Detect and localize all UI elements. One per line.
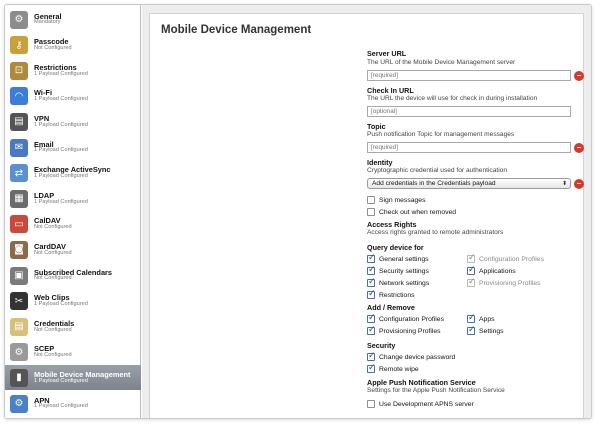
scep-icon: ⚙ xyxy=(10,343,28,361)
sidebar-item-text xyxy=(34,320,74,334)
sidebar-item-label: Web Clips xyxy=(34,293,70,303)
add-apps-label: Apps xyxy=(479,315,495,323)
change-password-label: Change device password xyxy=(379,353,456,361)
add-settings-checkbox[interactable] xyxy=(467,327,504,335)
sidebar-item-status: Not Configured xyxy=(34,224,72,231)
popup-arrows-icon: ⬍ xyxy=(561,180,567,187)
mdm-icon: ▮ xyxy=(10,369,28,387)
topic-desc: Push notification Topic for management messages xyxy=(367,131,515,138)
query-restrictions-label: Restrictions xyxy=(379,291,415,299)
exchange-icon: ⇄ xyxy=(10,164,28,182)
sidebar-item-label: General xyxy=(34,11,62,21)
checkin-url-label: Check In URL xyxy=(367,86,414,95)
query-security-checkbox[interactable] xyxy=(367,267,429,275)
payload-sidebar xyxy=(5,5,141,418)
sidebar-item-ldap[interactable] xyxy=(5,186,141,211)
checkbox-box[interactable] xyxy=(367,267,375,275)
apns-desc: Settings for the Apple Push Notification Service xyxy=(367,387,505,394)
sidebar-item-label: CardDAV xyxy=(34,242,66,252)
checkbox-box[interactable] xyxy=(467,327,475,335)
checkbox-box[interactable] xyxy=(367,255,375,263)
sidebar-item-text xyxy=(34,217,72,231)
sidebar-item-status: 1 Payload Configured xyxy=(34,147,88,154)
sidebar-item-general[interactable] xyxy=(5,7,141,32)
apn-icon: ⚙ xyxy=(10,395,28,413)
sidebar-item-text xyxy=(34,371,131,385)
sidebar-item-apn[interactable] xyxy=(5,391,141,416)
sidebar-item-text xyxy=(34,115,88,129)
sidebar-item-text xyxy=(34,397,88,411)
checkin-url-input[interactable] xyxy=(367,106,571,117)
dev-apns-checkbox[interactable] xyxy=(367,400,474,408)
key-icon: ⚷ xyxy=(10,36,28,54)
window xyxy=(4,4,592,419)
sidebar-item-status: 1 Payload Configured xyxy=(34,403,88,410)
query-general-checkbox[interactable] xyxy=(367,255,429,263)
sidebar-item-label: APN xyxy=(34,395,50,405)
sidebar-item-caldav[interactable] xyxy=(5,212,141,237)
sidebar-item-text xyxy=(34,192,88,206)
sidebar-item-mobile-device-management[interactable] xyxy=(5,365,141,390)
sidebar-item-credentials[interactable] xyxy=(5,314,141,339)
access-rights-desc: Access rights granted to remote administrators xyxy=(367,229,504,236)
checkbox-box[interactable] xyxy=(367,315,375,323)
query-applications-checkbox[interactable] xyxy=(467,267,516,275)
sidebar-item-scep[interactable] xyxy=(5,340,141,365)
sidebar-item-status: 1 Payload Configured xyxy=(34,70,88,77)
sidebar-item-email[interactable] xyxy=(5,135,141,160)
sidebar-item-status: 1 Payload Configured xyxy=(34,96,88,103)
add-remove-label: Add / Remove xyxy=(367,303,415,312)
calendar-icon: ▭ xyxy=(10,215,28,233)
sidebar-item-vpn[interactable] xyxy=(5,109,141,134)
server-url-label: Server URL xyxy=(367,49,407,58)
sidebar-item-status: 1 Payload Configured xyxy=(34,198,88,205)
check-out-label: Check out when removed xyxy=(379,208,457,216)
sidebar-item-status: 1 Payload Configured xyxy=(34,377,88,384)
remote-wipe-checkbox[interactable] xyxy=(367,365,419,373)
page-title: Mobile Device Management xyxy=(161,24,312,36)
scissors-icon: ✂ xyxy=(10,292,28,310)
sidebar-item-text xyxy=(34,294,88,308)
sidebar-item-status: Not Configured xyxy=(34,326,72,333)
sidebar-item-label: Subscribed Calendars xyxy=(34,267,113,277)
sidebar-item-wi-fi[interactable] xyxy=(5,84,141,109)
checkbox-box[interactable] xyxy=(467,255,475,263)
sidebar-item-status: Not Configured xyxy=(34,249,72,256)
sidebar-item-text xyxy=(34,13,62,27)
sidebar-item-carddav[interactable] xyxy=(5,237,141,262)
query-provisioning-profiles-checkbox[interactable] xyxy=(467,279,541,287)
sidebar-item-passcode[interactable] xyxy=(5,33,141,58)
sidebar-item-label: SCEP xyxy=(34,344,55,354)
sidebar-item-text xyxy=(34,243,72,257)
identity-popup[interactable] xyxy=(367,178,571,189)
checkbox-box[interactable] xyxy=(367,353,375,361)
sidebar-item-label: Wi-Fi xyxy=(34,88,52,98)
sidebar-item-text xyxy=(34,141,88,155)
sidebar-item-label: Credentials xyxy=(34,318,75,328)
gear-icon: ⚙ xyxy=(10,11,28,29)
sidebar-item-status: Mandatory xyxy=(34,19,61,26)
query-provisioning-profiles-label: Provisioning Profiles xyxy=(479,279,541,287)
sidebar-item-text xyxy=(34,166,111,180)
dev-apns-label: Use Development APNS server xyxy=(379,400,474,408)
server-url-desc: The URL of the Mobile Device Management server xyxy=(367,59,516,66)
checkbox-box[interactable] xyxy=(467,315,475,323)
sidebar-item-text xyxy=(34,38,72,52)
checkbox-box[interactable] xyxy=(467,279,475,287)
sidebar-item-label: VPN xyxy=(34,114,50,124)
query-label: Query device for xyxy=(367,243,424,252)
add-config-profiles-checkbox[interactable] xyxy=(367,315,444,323)
identity-desc: Cryptographic credential used for authentication xyxy=(367,167,508,174)
checkbox-box[interactable] xyxy=(367,327,375,335)
add-provisioning-profiles-checkbox[interactable] xyxy=(367,327,441,335)
sign-messages-checkbox[interactable] xyxy=(367,196,425,204)
sidebar-item-web-clips[interactable] xyxy=(5,289,141,314)
checkbox-box[interactable] xyxy=(367,196,375,204)
query-applications-label: Applications xyxy=(479,267,516,275)
email-icon: ✉ xyxy=(10,139,28,157)
sidebar-item-text xyxy=(34,89,88,103)
sidebar-item-label: CalDAV xyxy=(34,216,61,226)
query-security-label: Security settings xyxy=(379,267,429,275)
remove-identity-button[interactable]: − xyxy=(574,179,584,189)
security-label: Security xyxy=(367,341,396,350)
add-config-profiles-label: Configuration Profiles xyxy=(379,315,444,323)
remote-wipe-label: Remote wipe xyxy=(379,365,419,373)
remove-topic-button[interactable]: − xyxy=(574,143,584,153)
add-apps-checkbox[interactable] xyxy=(467,315,495,323)
sidebar-item-restrictions[interactable] xyxy=(5,58,141,83)
sidebar-item-status: Not Configured xyxy=(34,45,72,52)
sidebar-item-label: Mobile Device Management xyxy=(34,370,131,380)
sidebar-item-label: LDAP xyxy=(34,190,55,200)
checkbox-box[interactable] xyxy=(367,365,375,373)
main-area xyxy=(142,5,591,418)
query-network-checkbox[interactable] xyxy=(367,279,429,287)
query-restrictions-checkbox[interactable] xyxy=(367,291,415,299)
add-settings-label: Settings xyxy=(479,327,504,335)
lock-icon: ⊡ xyxy=(10,62,28,80)
sidebar-item-subscribed-calendars[interactable] xyxy=(5,263,141,288)
sidebar-item-label: Passcode xyxy=(34,37,69,47)
change-password-checkbox[interactable] xyxy=(367,353,455,361)
add-provisioning-profiles-label: Provisioning Profiles xyxy=(379,327,441,335)
query-config-profiles-checkbox[interactable] xyxy=(467,255,544,263)
ldap-icon: ▦ xyxy=(10,190,28,208)
query-general-label: General settings xyxy=(379,255,429,263)
identity-popup-value: Add credentials in the Credentials payload xyxy=(372,180,496,187)
apns-label: Apple Push Notification Service xyxy=(367,378,476,387)
settings-pane xyxy=(149,13,584,419)
sidebar-item-status: Not Configured xyxy=(34,275,72,282)
subscribed-calendar-icon: ▣ xyxy=(10,267,28,285)
sidebar-item-text xyxy=(34,269,112,283)
sidebar-item-label: Email xyxy=(34,139,54,149)
sidebar-item-status: 1 Payload Configured xyxy=(34,301,88,308)
checkbox-box[interactable] xyxy=(367,208,375,216)
topic-label: Topic xyxy=(367,122,386,131)
checkbox-box[interactable] xyxy=(467,267,475,275)
sidebar-item-label: Restrictions xyxy=(34,62,77,72)
sidebar-item-text xyxy=(34,64,88,78)
checkbox-box[interactable] xyxy=(367,279,375,287)
remove-server-url-button[interactable]: − xyxy=(574,71,584,81)
sign-messages-label: Sign messages xyxy=(379,196,426,204)
server-url-input[interactable] xyxy=(367,70,571,81)
query-network-label: Network settings xyxy=(379,279,430,287)
sidebar-item-label: Exchange ActiveSync xyxy=(34,165,111,175)
sidebar-item-status: 1 Payload Configured xyxy=(34,121,88,128)
sidebar-item-exchange-activesync[interactable] xyxy=(5,161,141,186)
sidebar-item-status: 1 Payload Configured xyxy=(34,173,88,180)
contacts-icon: ◙ xyxy=(10,241,28,259)
certificate-icon: ▤ xyxy=(10,318,28,336)
wifi-icon: ◠ xyxy=(10,87,28,105)
checkbox-box[interactable] xyxy=(367,400,375,408)
query-config-profiles-label: Configuration Profiles xyxy=(479,255,544,263)
checkbox-box[interactable] xyxy=(367,291,375,299)
vpn-icon: ▤ xyxy=(10,113,28,131)
checkin-url-desc: The URL the device will use for check in during installation xyxy=(367,95,538,102)
access-rights-label: Access Rights xyxy=(367,220,417,229)
identity-label: Identity xyxy=(367,158,393,167)
topic-input[interactable] xyxy=(367,142,571,153)
check-out-checkbox[interactable] xyxy=(367,208,456,216)
sidebar-item-text xyxy=(34,345,72,359)
sidebar-item-status: Not Configured xyxy=(34,352,72,359)
